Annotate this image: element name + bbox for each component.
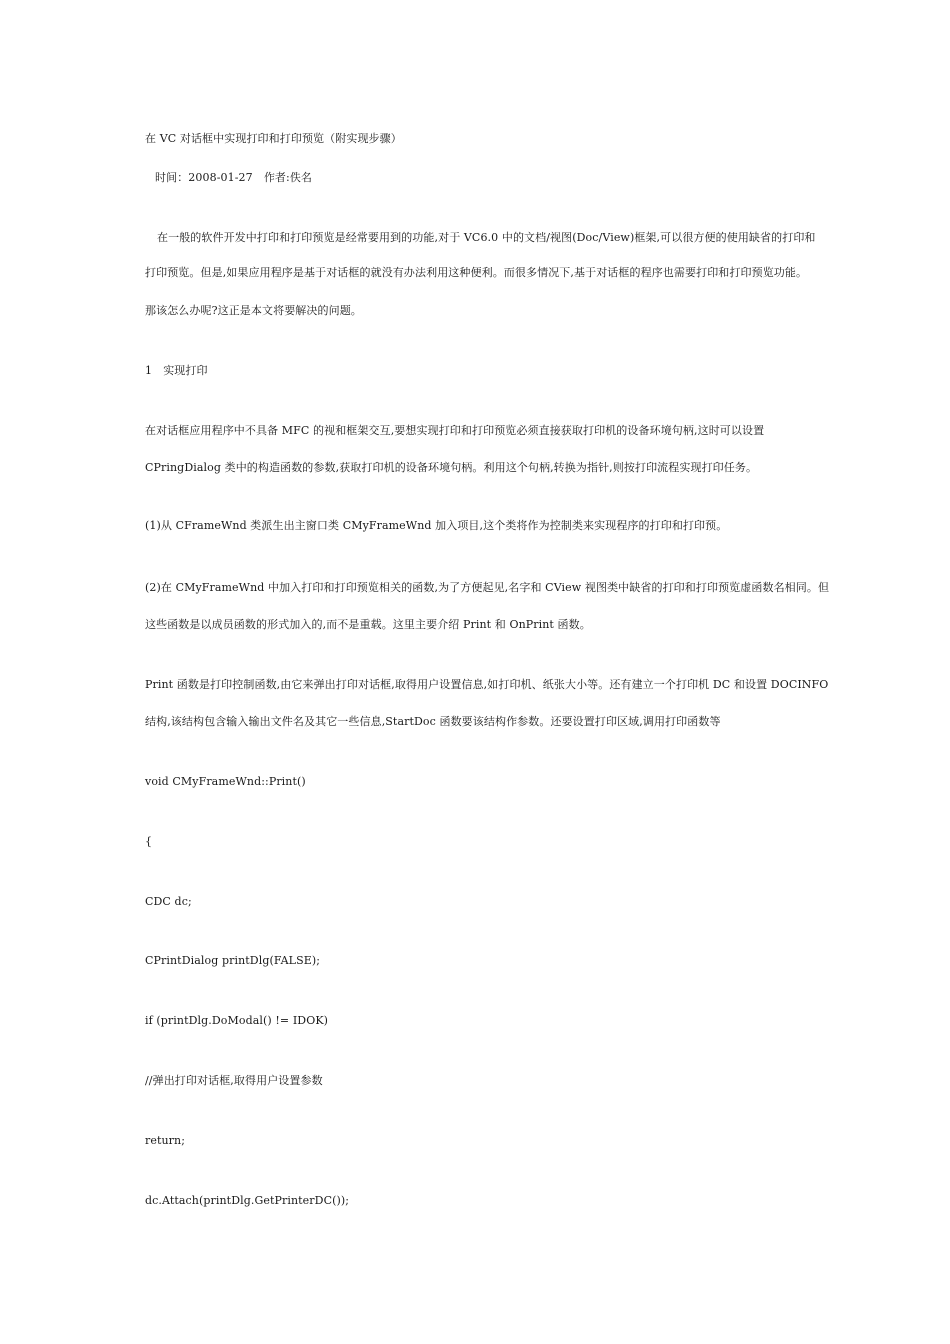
document-meta: 时间：2008-01-27 作者:佚名 <box>155 171 313 184</box>
code-line: dc.Attach(printDlg.GetPrinterDC()); <box>145 1194 350 1207</box>
section-para-line-2: CPringDialog 类中的构造函数的参数,获取打印机的设备环境句柄。利用这个句柄,转换为指针,则按打印流程实现打印任务。 <box>145 461 758 474</box>
step-1: (1)从 CFrameWnd 类派生出主窗口类 CMyFrameWnd 加入项目,这个类将作为控制类来实现程序的打印和打印预。 <box>145 519 728 532</box>
intro-line-3: 那该怎么办呢?这正是本文将要解决的问题。 <box>145 304 362 317</box>
code-line: return; <box>145 1134 186 1147</box>
code-line: void CMyFrameWnd::Print() <box>145 775 306 788</box>
code-line: { <box>145 835 153 848</box>
print-desc-line-1: Print 函数是打印控制函数,由它来弹出打印对话框,取得用户设置信息,如打印机、纸张大小等。还有建立一个打印机 DC 和设置 DOCINFO <box>145 678 829 691</box>
section-heading: 1 实现打印 <box>145 364 208 377</box>
print-desc-line-2: 结构,该结构包含输入输出文件名及其它一些信息,StartDoc 函数要该结构作参数。还要设置打印区域,调用打印函数等 <box>145 715 721 728</box>
intro-line-1: 在一般的软件开发中打印和打印预览是经常要用到的功能,对于 VC6.0 中的文档/视图(Doc/View)框架,可以很方便的使用缺省的打印和 <box>157 231 816 244</box>
code-comment-line: //弹出打印对话框,取得用户设置参数 <box>145 1074 323 1087</box>
code-line: CPrintDialog printDlg(FALSE); <box>145 954 321 967</box>
code-line: if (printDlg.DoModal() != IDOK) <box>145 1014 329 1027</box>
step-2-line-2: 这些函数是以成员函数的形式加入的,而不是重载。这里主要介绍 Print 和 OnPrint 函数。 <box>145 618 591 631</box>
code-line: CDC dc; <box>145 895 192 908</box>
section-para-line-1: 在对话框应用程序中不具备 MFC 的视和框架交互,要想实现打印和打印预览必须直接获取打印机的设备环境句柄,这时可以设置 <box>145 424 765 437</box>
document-title: 在 VC 对话框中实现打印和打印预览（附实现步骤） <box>145 132 402 145</box>
intro-line-2: 打印预览。但是,如果应用程序是基于对话框的就没有办法利用这种便利。而很多情况下,基于对话框的程序也需要打印和打印预览功能。 <box>145 266 808 279</box>
step-2-line-1: (2)在 CMyFrameWnd 中加入打印和打印预览相关的函数,为了方便起见,名字和 CView 视图类中缺省的打印和打印预览虚函数名相同。但 <box>145 581 830 594</box>
